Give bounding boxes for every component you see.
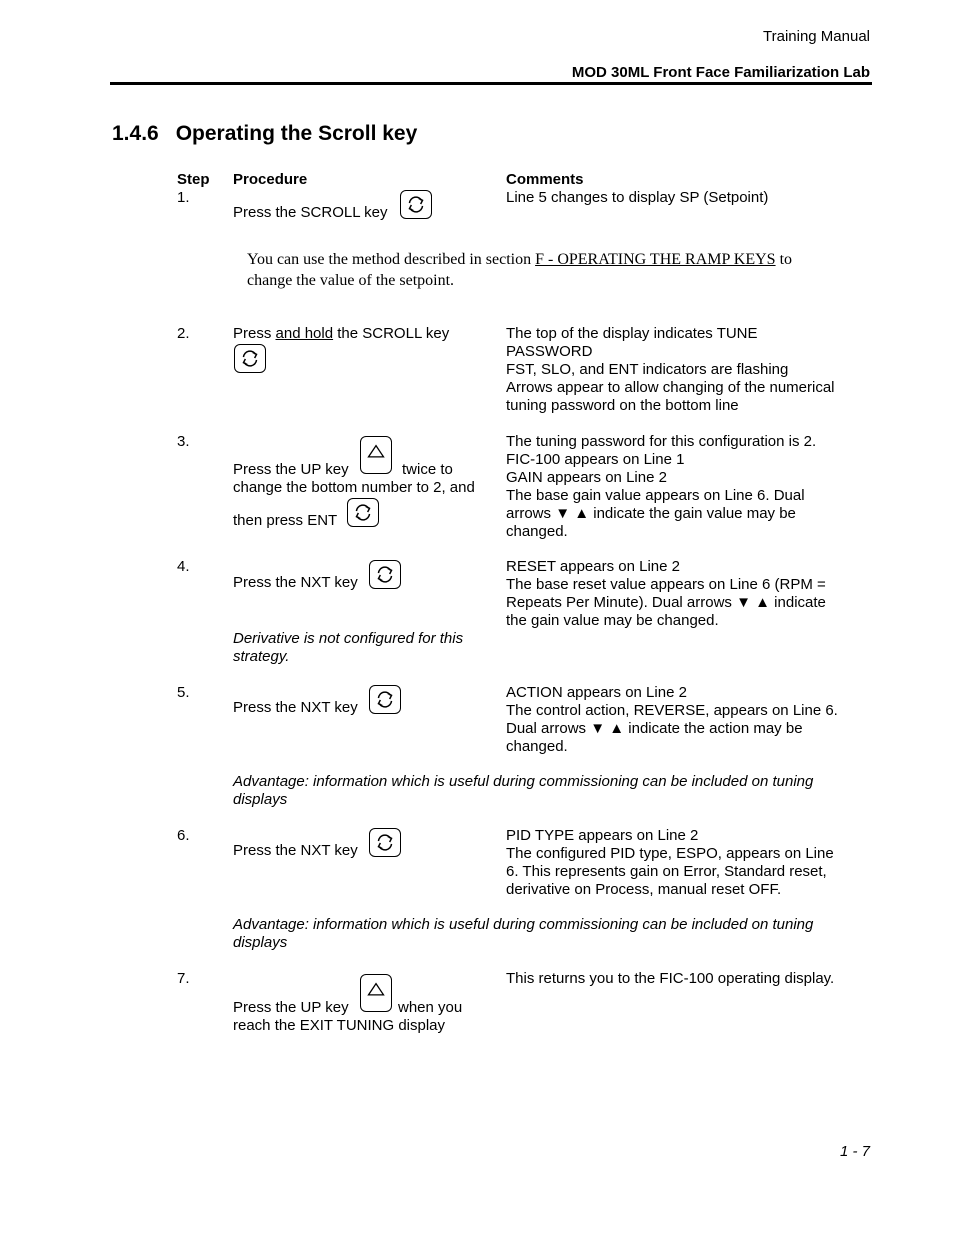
page-number: 1 - 7	[839, 1143, 870, 1160]
col-step: Step	[177, 171, 210, 188]
step-number: 1.	[177, 189, 190, 206]
down-triangle-icon: ▼	[590, 720, 606, 737]
scroll-key-icon	[234, 344, 266, 373]
step-procedure-line2: change the bottom number to 2, and	[233, 479, 475, 496]
header-rule	[110, 82, 872, 85]
step-number: 6.	[177, 827, 190, 844]
step-procedure: Press the NXT key	[233, 842, 358, 859]
section-heading	[112, 122, 417, 146]
step-comments: The top of the display indicates TUNE PASSWORD FST, SLO, and ENT indicators are flashing Arrows appear to allow changing of the numerical tuning password on the bottom line	[506, 325, 835, 414]
advantage-note: Advantage: information which is useful during commissioning can be included on tuning displays	[233, 916, 814, 951]
step-procedure: Press and hold the SCROLL key	[233, 325, 450, 342]
step-comment: Line 5 changes to display SP (Setpoint)	[506, 189, 769, 206]
header-lab-title: MOD 30ML Front Face Familiarization Lab	[571, 64, 870, 81]
scroll-key-icon	[369, 685, 401, 714]
step-procedure-cont: twice to	[402, 461, 453, 478]
step-note: Derivative is not configured for this strategy.	[233, 630, 464, 665]
step-procedure-cont: when you	[398, 999, 463, 1016]
step-note: You can use the method described in section F - OPERATING THE RAMP KEYS to change the value of the setpoint.	[247, 251, 793, 289]
step-comments: RESET appears on Line 2 The base reset value appears on Line 6 (RPM = Repeats Per Minute). Dual arrows ▼ ▲ indicate the gain value may be changed.	[506, 558, 826, 629]
step-procedure: Press the UP key	[233, 999, 349, 1016]
section-title: Operating the Scroll key	[175, 122, 418, 145]
col-comments: Comments	[506, 171, 584, 188]
col-procedure: Procedure	[233, 171, 308, 188]
step-number: 7.	[177, 970, 190, 987]
step-comments: The tuning password for this configuration is 2. FIC-100 appears on Line 1 GAIN appears on Line 2 The base gain value appears on Line 6. Dual arrows ▼ ▲ indicate the gain value may be changed.	[506, 433, 817, 540]
up-key-icon	[360, 436, 392, 474]
header-manual: Training Manual	[763, 28, 870, 45]
up-triangle-icon: ▲	[755, 594, 770, 611]
up-key-icon	[360, 974, 392, 1012]
down-triangle-icon: ▼	[736, 594, 751, 611]
advantage-note: Advantage: information which is useful during commissioning can be included on tuning displays	[233, 773, 814, 808]
scroll-key-icon	[347, 498, 379, 527]
step-number: 5.	[177, 684, 190, 701]
section-number: 1.4.6	[112, 122, 159, 145]
step-number: 4.	[177, 558, 190, 575]
step-procedure: Press the NXT key	[233, 574, 358, 591]
scroll-key-icon	[369, 560, 401, 589]
step-procedure-line3: then press ENT	[233, 512, 338, 529]
down-triangle-icon: ▼	[555, 505, 571, 522]
step-number: 3.	[177, 433, 190, 450]
up-triangle-icon: ▲	[574, 505, 590, 522]
step-comments: ACTION appears on Line 2 The control action, REVERSE, appears on Line 6. Dual arrows ▼ ▲ indicate the action may be changed.	[506, 684, 838, 755]
up-triangle-icon: ▲	[609, 720, 625, 737]
step-comments: PID TYPE appears on Line 2 The configured PID type, ESPO, appears on Line 6. This represents gain on Error, Standard reset, derivative on Process, manual reset OFF.	[506, 827, 834, 898]
section-link[interactable]: F - OPERATING THE RAMP KEYS	[535, 251, 776, 268]
step-procedure-line2: reach the EXIT TUNING display	[233, 1017, 446, 1034]
step-procedure: Press the UP key	[233, 461, 349, 478]
scroll-key-icon	[400, 190, 432, 219]
scroll-key-icon	[369, 828, 401, 857]
step-procedure: Press the NXT key	[233, 699, 358, 716]
step-comment: This returns you to the FIC-100 operating display.	[506, 970, 835, 987]
step-procedure: Press the SCROLL key	[233, 204, 388, 221]
step-number: 2.	[177, 325, 190, 342]
